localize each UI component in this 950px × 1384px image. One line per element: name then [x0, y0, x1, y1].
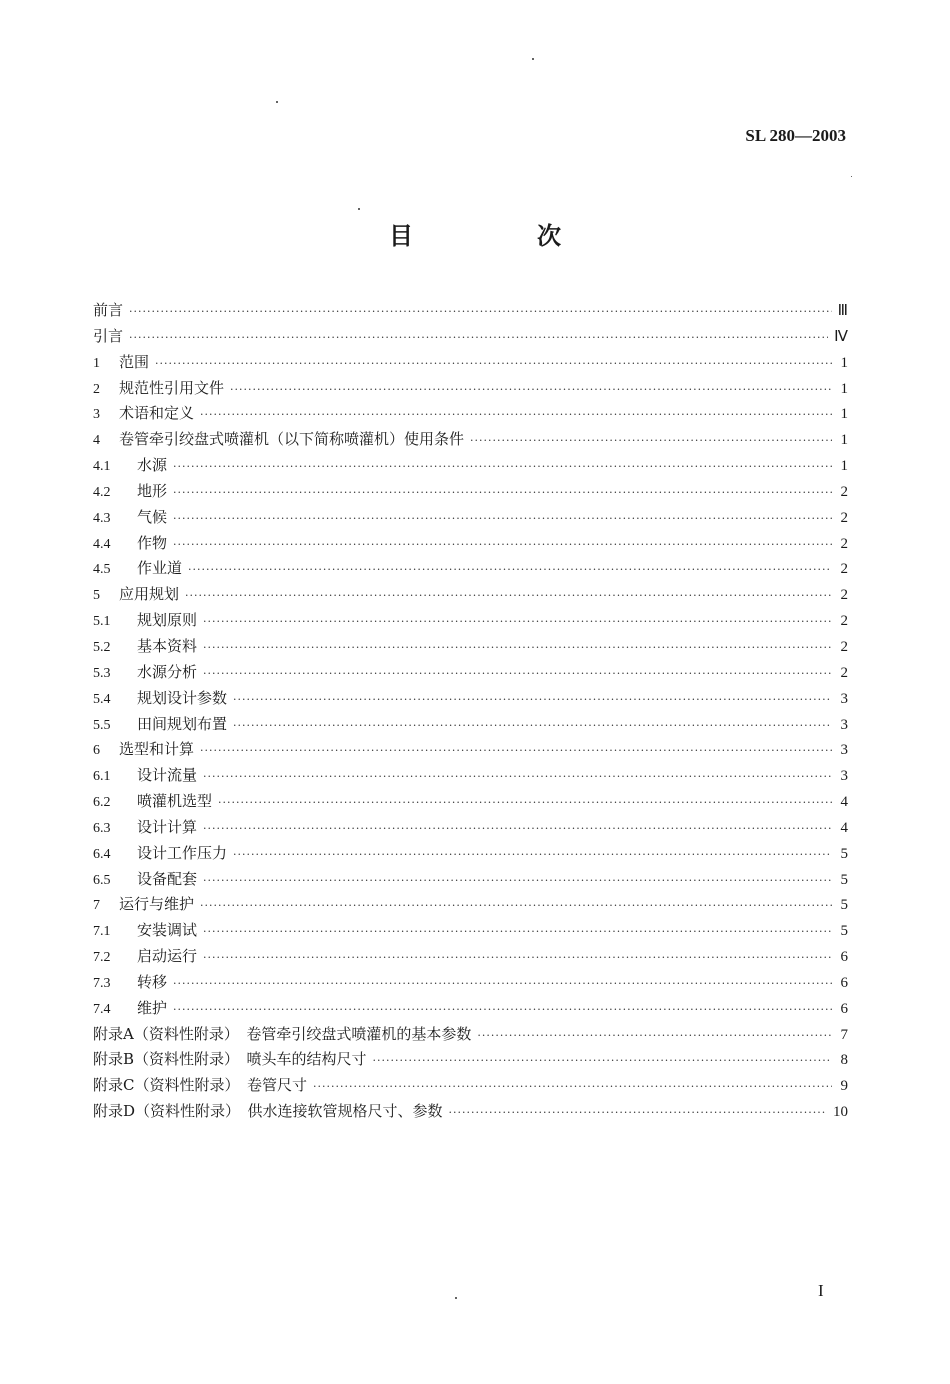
toc-entry-label: 气候 [137, 507, 168, 526]
toc-entry-page: 3 [840, 716, 848, 733]
toc-entry-number: 7.3 [93, 975, 111, 991]
toc-leader-dots [313, 1074, 832, 1100]
toc-entry-page: 2 [840, 509, 848, 526]
toc-entry-page: Ⅳ [834, 328, 848, 345]
toc-entry[interactable] [93, 892, 848, 918]
toc-entry-page: 2 [840, 638, 848, 655]
toc-leader-dots [203, 661, 832, 687]
toc-leader-dots [188, 557, 832, 583]
toc-leader-dots [173, 506, 832, 532]
toc-entry[interactable] [93, 427, 848, 453]
toc-entry-number: 5.1 [93, 614, 111, 630]
toc-entry-label: 转移 [137, 972, 168, 991]
toc-entry[interactable] [93, 660, 848, 686]
toc-entry-page: 2 [840, 664, 848, 681]
toc-entry-number: 6.1 [93, 769, 111, 785]
toc-entry[interactable] [93, 376, 848, 402]
scan-speck [532, 58, 534, 60]
toc-leader-dots [185, 583, 832, 609]
toc-entry-label: 运行与维护 [119, 895, 195, 914]
toc-entry[interactable] [93, 970, 848, 996]
toc-entry-label: 范围 [119, 352, 150, 371]
toc-leader-dots [203, 609, 832, 635]
toc-entry-number: 4.5 [93, 562, 111, 578]
toc-entry-page: 2 [840, 613, 848, 630]
table-of-contents [93, 298, 848, 1125]
toc-entry-page: 1 [840, 432, 848, 449]
toc-entry-number: 5 [93, 588, 100, 604]
toc-entry-page: 6 [840, 949, 848, 966]
toc-entry-number: 4.1 [93, 459, 111, 475]
document-code: SL 280—2003 [745, 126, 846, 145]
toc-entry-label: 设备配套 [137, 869, 198, 888]
toc-entry-page: 9 [840, 1078, 848, 1095]
toc-entry-page: 6 [840, 1000, 848, 1017]
toc-leader-dots [200, 738, 832, 764]
toc-entry-page: 2 [840, 483, 848, 500]
toc-entry-label: 前言 [93, 301, 124, 319]
toc-entry-page: 5 [840, 871, 848, 888]
toc-leader-dots [373, 1048, 832, 1074]
toc-entry[interactable] [93, 1073, 848, 1099]
toc-entry-page: 1 [840, 354, 848, 371]
toc-entry[interactable] [93, 686, 848, 712]
toc-entry-label: 附录D（资料性附录） 供水连接软管规格尺寸、参数 [93, 1102, 443, 1121]
page-title: 目 次 [389, 222, 611, 250]
toc-leader-dots [203, 635, 832, 661]
toc-entry-page: 1 [840, 406, 848, 423]
toc-entry-page: 6 [840, 974, 848, 991]
toc-entry-page: 8 [840, 1052, 848, 1069]
toc-entry-label: 田间规划布置 [137, 714, 228, 733]
toc-entry-page: 3 [840, 768, 848, 785]
toc-entry-label: 规划设计参数 [137, 688, 228, 707]
toc-entry-page: Ⅲ [837, 303, 848, 319]
toc-leader-dots [155, 351, 832, 377]
toc-entry[interactable] [93, 918, 848, 944]
toc-entry-number: 6.4 [93, 846, 111, 862]
toc-leader-dots [230, 377, 832, 403]
toc-entry-number: 7.1 [93, 924, 111, 940]
toc-entry-page: 2 [840, 561, 848, 578]
toc-leader-dots [233, 687, 832, 713]
toc-entry-page: 5 [840, 897, 848, 914]
toc-entry[interactable] [93, 1099, 848, 1125]
toc-entry-page: 1 [840, 380, 848, 397]
toc-leader-dots [203, 816, 832, 842]
toc-leader-dots [173, 997, 832, 1023]
toc-entry[interactable] [93, 479, 848, 505]
toc-leader-dots [233, 842, 832, 868]
toc-entry-number: 4.3 [93, 510, 111, 526]
toc-entry-label: 水源 [137, 456, 168, 475]
toc-entry-label: 设计计算 [137, 817, 198, 836]
toc-entry-number: 6.2 [93, 795, 111, 811]
toc-entry-number: 4.4 [93, 536, 111, 552]
toc-entry[interactable] [93, 350, 848, 376]
toc-entry[interactable] [93, 582, 848, 608]
toc-entry-number: 6.5 [93, 872, 111, 888]
toc-entry-number: 6.3 [93, 820, 111, 836]
toc-leader-dots [173, 454, 832, 480]
toc-leader-dots [200, 402, 832, 428]
toc-entry[interactable] [93, 841, 848, 867]
toc-entry-number: 5.5 [93, 717, 111, 733]
toc-entry[interactable] [93, 944, 848, 970]
toc-entry[interactable] [93, 401, 848, 427]
toc-entry[interactable] [93, 996, 848, 1022]
toc-leader-dots [449, 1100, 827, 1126]
toc-entry[interactable] [93, 763, 848, 789]
toc-entry-label: 安装调试 [137, 921, 198, 940]
scan-speck [276, 101, 278, 103]
scan-speck [455, 1297, 457, 1299]
scan-speck [851, 176, 852, 177]
toc-leader-dots [129, 299, 832, 325]
toc-entry[interactable] [93, 453, 848, 479]
toc-leader-dots [203, 945, 832, 971]
toc-entry-number: 5.3 [93, 665, 111, 681]
toc-entry-label: 设计工作压力 [137, 843, 228, 862]
toc-entry-label: 规范性引用文件 [119, 378, 225, 397]
toc-entry-label: 启动运行 [137, 947, 198, 966]
toc-entry-label: 引言 [93, 326, 124, 345]
toc-entry-label: 卷管牵引绞盘式喷灌机（以下简称喷灌机）使用条件 [119, 430, 465, 449]
toc-entry-label: 作物 [137, 533, 168, 552]
toc-entry[interactable] [93, 531, 848, 557]
toc-leader-dots [218, 790, 832, 816]
toc-leader-dots [233, 713, 832, 739]
toc-entry[interactable] [93, 556, 848, 582]
toc-entry-number: 2 [93, 381, 100, 397]
toc-entry-number: 4 [93, 433, 100, 449]
toc-entry-number: 4.2 [93, 484, 111, 500]
toc-entry-number: 5.4 [93, 691, 111, 707]
toc-entry-label: 喷灌机选型 [137, 792, 213, 811]
toc-entry-label: 基本资料 [137, 636, 198, 655]
toc-entry-label: 附录A（资料性附录） 卷管牵引绞盘式喷灌机的基本参数 [93, 1024, 472, 1043]
toc-entry-label: 术语和定义 [119, 404, 195, 423]
toc-entry-number: 7.4 [93, 1001, 111, 1017]
toc-leader-dots [203, 764, 832, 790]
toc-entry-label: 应用规划 [119, 585, 180, 604]
toc-entry[interactable] [93, 608, 848, 634]
toc-entry[interactable] [93, 789, 848, 815]
toc-entry[interactable] [93, 634, 848, 660]
toc-entry[interactable] [93, 737, 848, 763]
toc-entry-label: 附录B（资料性附录） 喷头车的结构尺寸 [93, 1050, 367, 1069]
page-number: I [818, 1281, 824, 1300]
toc-entry-page: 3 [840, 690, 848, 707]
toc-entry-number: 7 [93, 898, 100, 914]
toc-entry-number: 3 [93, 407, 100, 423]
toc-entry[interactable] [93, 815, 848, 841]
toc-entry-number: 1 [93, 355, 100, 371]
toc-entry[interactable] [93, 505, 848, 531]
toc-entry[interactable] [93, 1047, 848, 1073]
toc-entry-page: 3 [840, 742, 848, 759]
toc-entry[interactable] [93, 324, 848, 350]
toc-entry-label: 选型和计算 [119, 740, 195, 759]
toc-entry-page: 7 [840, 1026, 848, 1043]
toc-entry[interactable] [93, 298, 848, 324]
toc-entry-label: 附录C（资料性附录） 卷管尺寸 [93, 1076, 307, 1095]
toc-leader-dots [200, 893, 832, 919]
toc-leader-dots [203, 919, 832, 945]
toc-entry-label: 规划原则 [137, 611, 198, 630]
toc-entry-page: 4 [840, 819, 848, 836]
toc-entry[interactable] [93, 712, 848, 738]
toc-entry-page: 10 [833, 1104, 848, 1121]
toc-entry-label: 设计流量 [137, 766, 198, 785]
toc-leader-dots [203, 868, 832, 894]
toc-entry-number: 5.2 [93, 639, 111, 655]
toc-leader-dots [129, 325, 828, 351]
toc-entry-label: 维护 [137, 998, 168, 1017]
toc-entry-page: 5 [840, 845, 848, 862]
toc-entry[interactable] [93, 867, 848, 893]
toc-entry-label: 地形 [137, 481, 168, 500]
toc-entry[interactable] [93, 1022, 848, 1048]
toc-entry-number: 6 [93, 743, 100, 759]
toc-entry-page: 1 [840, 458, 848, 475]
toc-leader-dots [470, 428, 832, 454]
toc-entry-page: 4 [840, 794, 848, 811]
toc-leader-dots [477, 1023, 832, 1049]
toc-leader-dots [173, 532, 832, 558]
scan-speck [358, 208, 360, 210]
toc-entry-page: 2 [840, 587, 848, 604]
toc-entry-label: 水源分析 [137, 662, 198, 681]
toc-leader-dots [173, 480, 832, 506]
toc-entry-page: 5 [840, 923, 848, 940]
toc-entry-number: 7.2 [93, 950, 111, 966]
toc-leader-dots [173, 971, 832, 997]
toc-entry-page: 2 [840, 535, 848, 552]
toc-entry-label: 作业道 [137, 559, 183, 578]
